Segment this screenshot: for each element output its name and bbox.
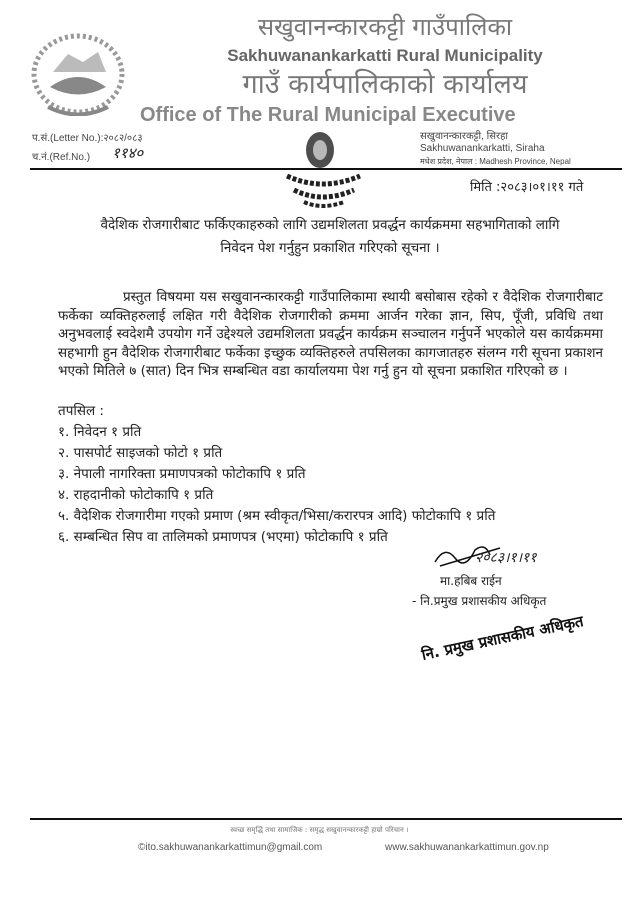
subject-line-1: वैदेशिक रोजगारीबाट फर्किएकाहरुको लागि उद्यमशिलता प्रवर्द्धन कार्यक्रममा सहभागिताको लागि bbox=[100, 217, 560, 233]
list-item: २. पासपोर्ट साइजको फोटो १ प्रति bbox=[58, 445, 223, 461]
province: मधेश प्रदेश, नेपाल : Madhesh Province, Nepal bbox=[420, 157, 571, 166]
address-en: Sakhuwanankarkatti, Siraha bbox=[420, 143, 545, 154]
office-stamp bbox=[272, 130, 372, 212]
signatory-title: - नि.प्रमुख प्रशासकीय अधिकृत bbox=[412, 594, 547, 608]
footer-divider bbox=[30, 818, 622, 820]
list-item: ३. नेपाली नागरिक्ता प्रमाणपत्रको फोटोकापि १ प्रति bbox=[58, 466, 306, 482]
footer-tagline: स्वच्छ समृद्धि तथा सामाजिक : समृद्ध सखुवानन्कारकट्टी हाम्रो परिचान । bbox=[230, 826, 409, 834]
designation-stamp: नि. प्रमुख प्रशासकीय अधिकृत bbox=[419, 612, 585, 664]
signatory-name: मा.हबिब राईन bbox=[440, 574, 502, 588]
nepal-emblem-logo bbox=[28, 32, 128, 116]
list-title: तपसिल : bbox=[58, 403, 104, 419]
letter-number: प.सं.(Letter No.):२०८२/०८३ bbox=[32, 133, 143, 144]
office-name-np: गाउँ कार्यपालिकाको कार्यालय bbox=[242, 69, 528, 100]
address-np: सखुवानन्कारकट्टी, सिरहा bbox=[420, 131, 509, 142]
list-item: १. निवेदन १ प्रति bbox=[58, 424, 142, 440]
footer-website[interactable]: www.sakhuwanankarkattimun.gov.np bbox=[385, 842, 549, 853]
notice-paragraph: प्रस्तुत विषयमा यस सखुवानन्कारकट्टी गाउँपालिकामा स्थायी बसोबास रहेको र वैदेशिक रोजगारीबाट फर्केका व्यक्तिहरुलाई लक्षित गरी वैदेशिक रोजगारीको क्रममा आर्जन गरेका ज्ञान, सिप, पूँजी, प्रविधि तथा अनुभवलाई स्वदेशमै उपयोग गर्ने उद्देश्यले उद्यमशिलता प्रवर्द्धन कार्यक्रम सञ्चालन गर्नुपर्ने भएकोले यस कार्यक्रममा सहभागी हुन वैदेशिक रोजगारीबाट फर्केका इच्छुक व्यक्तिहरुले तपसिलका कागजातहरु संलग्न गरी सूचना प्रकाशन भएको मितिले ७ (सात) दिन भित्र सम्बन्धित वडा कार्यालयमा पेश गर्नु हुन यो सूचना प्रकाशित गरिएको छ । bbox=[58, 289, 603, 379]
ref-number: ११४० bbox=[112, 144, 144, 162]
footer-email[interactable]: ©ito.sakhuwanankarkattimun@gmail.com bbox=[138, 842, 323, 853]
date: मिति :२०८३।०१।११ गते bbox=[470, 180, 584, 195]
office-name-en: Office of The Rural Municipal Executive bbox=[140, 104, 516, 126]
list-item: ४. राहदानीको फोटोकापि १ प्रति bbox=[58, 487, 214, 503]
list-item: ६. सम्बन्धित सिप वा तालिमको प्रमाणपत्र (भएमा) फोटोकापि १ प्रति bbox=[58, 529, 388, 545]
ref-label: च.नं.(Ref.No.) bbox=[32, 152, 91, 163]
signature-date: २०८३।१।११ bbox=[475, 550, 537, 566]
municipality-name-en: Sakhuwanankarkatti Rural Municipality bbox=[227, 46, 543, 65]
list-item: ५. वैदेशिक रोजगारीमा गएको प्रमाण (श्रम स्वीकृत/भिसा/करारपत्र आदि) फोटोकापि १ प्रति bbox=[58, 508, 496, 524]
municipality-name-np: सखुवानन्कारकट्टी गाउँपालिका bbox=[257, 13, 513, 41]
subject-line-2: निवेदन पेश गर्नुहुन प्रकाशित गरिएको सूचना । bbox=[220, 240, 440, 256]
